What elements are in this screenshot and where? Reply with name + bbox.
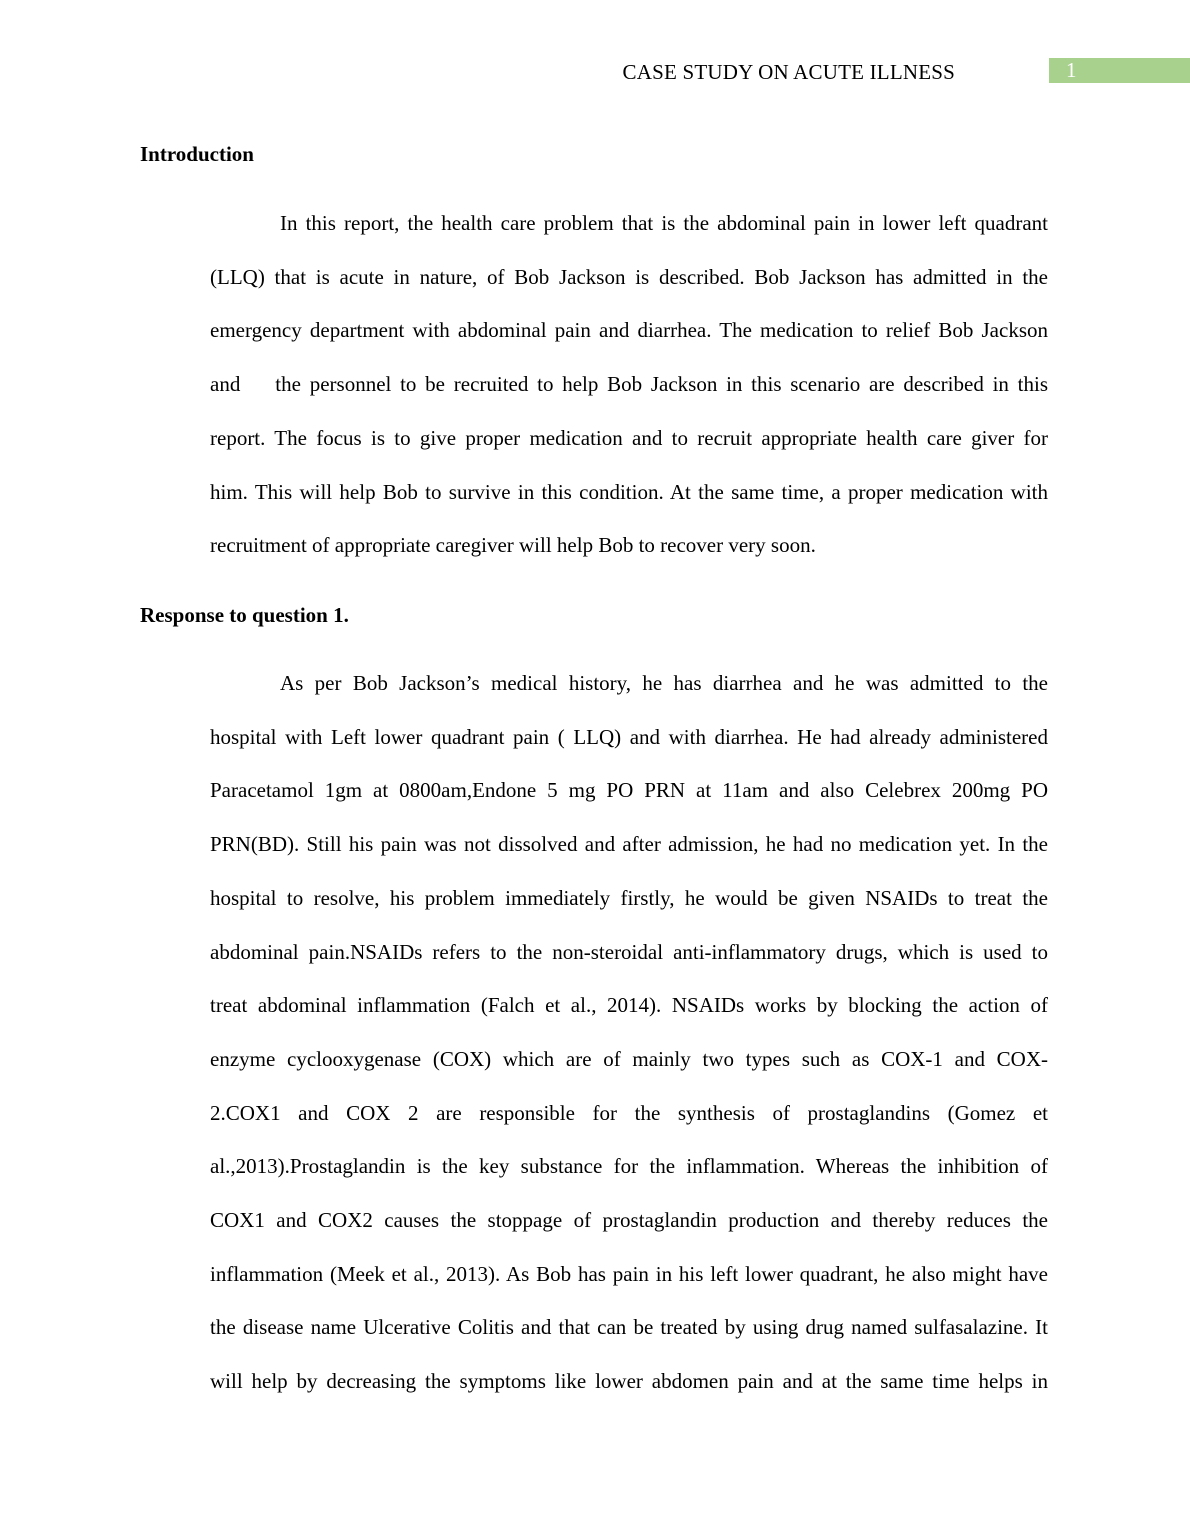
text-line: As per Bob Jackson’s medical history, he has diarrhea and he was admitted to the	[280, 671, 1048, 695]
text-line: and the personnel to be recruited to help Bob Jackson in this scenario are described in this	[210, 372, 1048, 397]
text-line: (LLQ) that is acute in nature, of Bob Jackson is described. Bob Jackson has admitted in the	[210, 264, 1048, 289]
text-line: PRN(BD). Still his pain was not dissolved and after admission, he had no medication yet. In the	[210, 832, 1048, 857]
text-line: will help by decreasing the symptoms like lower abdomen pain and at the same time helps in	[210, 1369, 1048, 1394]
text-line: hospital to resolve, his problem immediately firstly, he would be given NSAIDs to treat the	[210, 885, 1048, 910]
text-line: treat abdominal inflammation (Falch et al., 2014). NSAIDs works by blocking the action of	[210, 993, 1048, 1018]
text-line: 2.COX1 and COX 2 are responsible for the synthesis of prostaglandins (Gomez et	[210, 1100, 1048, 1125]
text-line: al.,2013).Prostaglandin is the key substance for the inflammation. Whereas the inhibition of	[210, 1154, 1048, 1179]
page-number: 1	[1066, 58, 1077, 82]
section-heading-response-1: Response to question 1.	[140, 603, 349, 627]
paragraph-introduction	[140, 197, 1048, 573]
text-line: COX1 and COX2 causes the stoppage of prostaglandin production and thereby reduces the	[210, 1208, 1048, 1233]
text-line: enzyme cyclooxygenase (COX) which are of mainly two types such as COX-1 and COX-	[210, 1046, 1048, 1071]
text-line: inflammation (Meek et al., 2013). As Bob has pain in his left lower quadrant, he also might have	[210, 1261, 1048, 1286]
text-line: In this report, the health care problem that is the abdominal pain in lower left quadrant	[280, 211, 1048, 235]
text-line: hospital with Left lower quadrant pain ( LLQ) and with diarrhea. He had already administered	[210, 724, 1048, 749]
text-line: him. This will help Bob to survive in this condition. At the same time, a proper medication with	[210, 479, 1048, 504]
running-head-title: CASE STUDY ON ACUTE ILLNESS	[622, 60, 955, 84]
text-line: the disease name Ulcerative Colitis and that can be treated by using drug named sulfasalazine. It	[210, 1315, 1048, 1340]
text-line: emergency department with abdominal pain and diarrhea. The medication to relief Bob Jackson	[210, 318, 1048, 343]
text-line: Paracetamol 1gm at 0800am,Endone 5 mg PO PRN at 11am and also Celebrex 200mg PO	[210, 778, 1048, 803]
page-number-box	[1049, 58, 1190, 83]
text-line: report. The focus is to give proper medication and to recruit appropriate health care giver for	[210, 425, 1048, 450]
text-line: recruitment of appropriate caregiver will help Bob to recover very soon.	[210, 533, 816, 558]
section-heading-introduction: Introduction	[140, 142, 254, 166]
text-line: abdominal pain.NSAIDs refers to the non-steroidal anti-inflammatory drugs, which is used to	[210, 939, 1048, 964]
paragraph-response-1	[140, 657, 1048, 1409]
